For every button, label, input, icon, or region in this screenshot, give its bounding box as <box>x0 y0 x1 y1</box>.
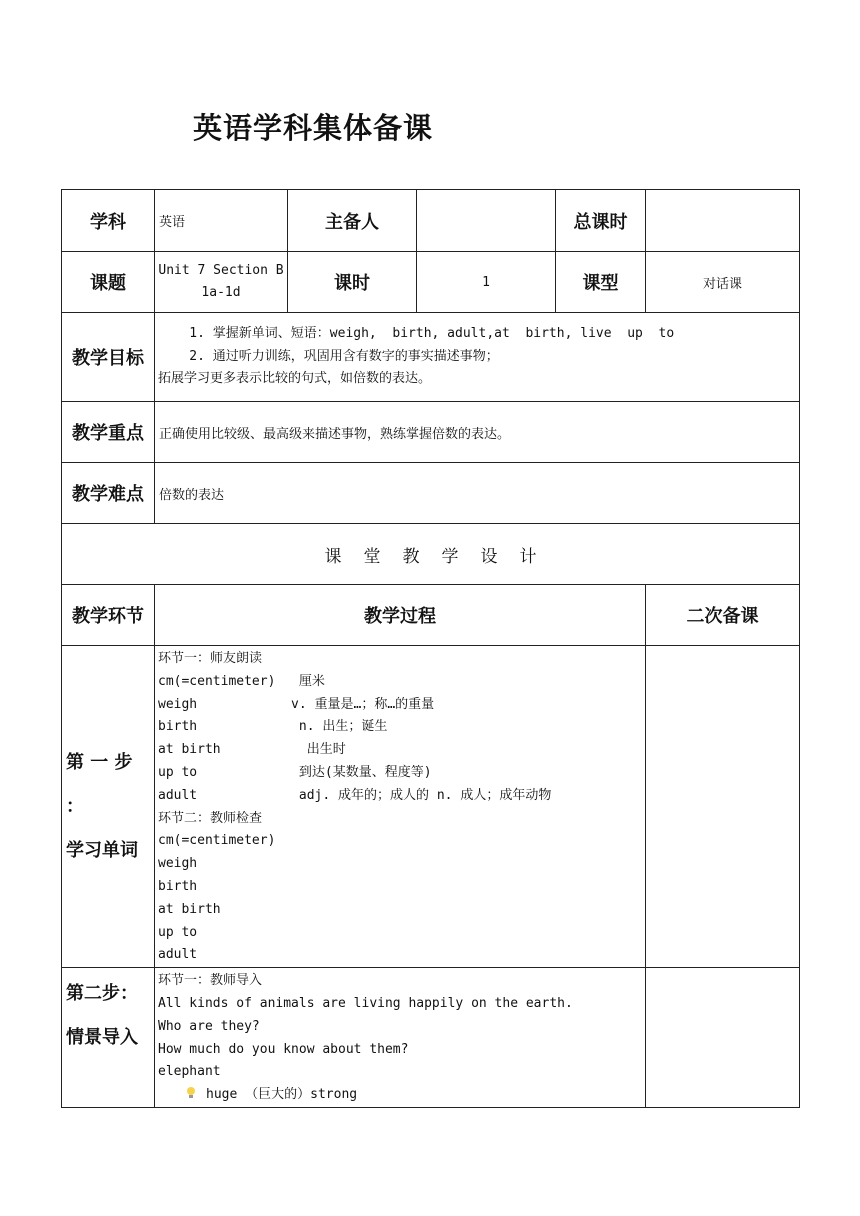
stage-column-header: 教学环节 <box>62 585 155 646</box>
step1-content <box>155 646 646 968</box>
difficulties-label: 教学难点 <box>62 463 155 524</box>
total-periods-label: 总课时 <box>556 190 646 252</box>
topic-label: 课题 <box>62 252 155 313</box>
step1-line: 环节二：教师检查 <box>158 810 263 826</box>
total-periods-value <box>646 190 800 252</box>
step1-line: adult adj. 成年的；成人的 n. 成人；成年动物 <box>158 787 552 803</box>
step1-line: birth n. 出生；诞生 <box>158 719 388 735</box>
preparer-value <box>417 190 556 252</box>
step1-line: adult <box>158 947 198 963</box>
step1-line: at birth 出生时 <box>158 742 346 758</box>
step1-line: weigh v. 重量是…；称…的重量 <box>158 696 435 712</box>
step1-line: cm(=centimeter) 厘米 <box>158 673 325 689</box>
second-prep-column-header: 二次备课 <box>646 585 800 646</box>
lesson-plan-table <box>61 189 800 1108</box>
design-heading: 课堂教学设计 <box>324 546 559 567</box>
step2-line: Who are they? <box>158 1018 260 1034</box>
process-column-header: 教学过程 <box>155 585 646 646</box>
topic-line-1: Unit 7 Section B <box>158 263 284 278</box>
design-heading-cell <box>62 524 800 585</box>
step1-line: weigh <box>158 856 198 872</box>
step1-label-line1: 第 一 步 ： <box>66 751 133 817</box>
goal-line: 拓展学习更多表示比较的句式，如倍数的表达。 <box>158 371 432 387</box>
subject-label: 学科 <box>62 190 155 252</box>
step1-line: up to 到达(某数量、程度等) <box>158 764 432 780</box>
lesson-type-label: 课型 <box>556 252 646 313</box>
difficulties-value: 倍数的表达 <box>155 463 800 524</box>
period-label: 课时 <box>288 252 417 313</box>
key-points-label: 教学重点 <box>62 402 155 463</box>
step1-line: cm(=centimeter) <box>158 833 276 849</box>
goals-content <box>155 313 800 402</box>
subject-value: 英语 <box>155 190 288 252</box>
step1-line: birth <box>158 878 198 894</box>
step2-bullet-line <box>158 1084 645 1107</box>
step2-line: How much do you know about them? <box>158 1041 409 1057</box>
step2-label-line1: 第二步： <box>66 983 138 1005</box>
step1-label <box>62 646 155 968</box>
step1-line: up to <box>158 924 198 940</box>
step2-line: All kinds of animals are living happily on the earth. <box>158 995 573 1011</box>
period-value: 1 <box>417 252 556 313</box>
step2-content <box>155 968 646 1108</box>
topic-value <box>155 252 288 313</box>
step1-label-line2: 学习单词 <box>66 839 138 861</box>
goal-line: 2. 通过听力训练，巩固用含有数字的事实描述事物； <box>158 348 499 364</box>
step2-bullet-text: huge （巨大的）strong <box>206 1087 358 1103</box>
lightbulb-icon <box>186 1087 196 1099</box>
preparer-label: 主备人 <box>288 190 417 252</box>
goal-line: 1. 掌握新单词、短语：weigh, birth, adult,at birth, live up to <box>158 325 675 341</box>
step1-line: at birth <box>158 901 221 917</box>
step2-line: 环节一：教师导入 <box>158 973 263 989</box>
step2-label <box>62 968 155 1108</box>
topic-line-2: 1a-1d <box>201 285 241 300</box>
key-points-value: 正确使用比较级、最高级来描述事物，熟练掌握倍数的表达。 <box>155 402 800 463</box>
page-title: 英语学科集体备课 <box>193 111 434 145</box>
goals-label: 教学目标 <box>62 313 155 402</box>
lesson-type-value: 对话课 <box>646 252 800 313</box>
step2-second-prep <box>646 968 800 1108</box>
step1-second-prep <box>646 646 800 968</box>
step2-line: elephant <box>158 1064 221 1080</box>
step2-label-line2: 情景导入 <box>66 1027 138 1049</box>
step1-line: 环节一：师友朗读 <box>158 651 263 666</box>
